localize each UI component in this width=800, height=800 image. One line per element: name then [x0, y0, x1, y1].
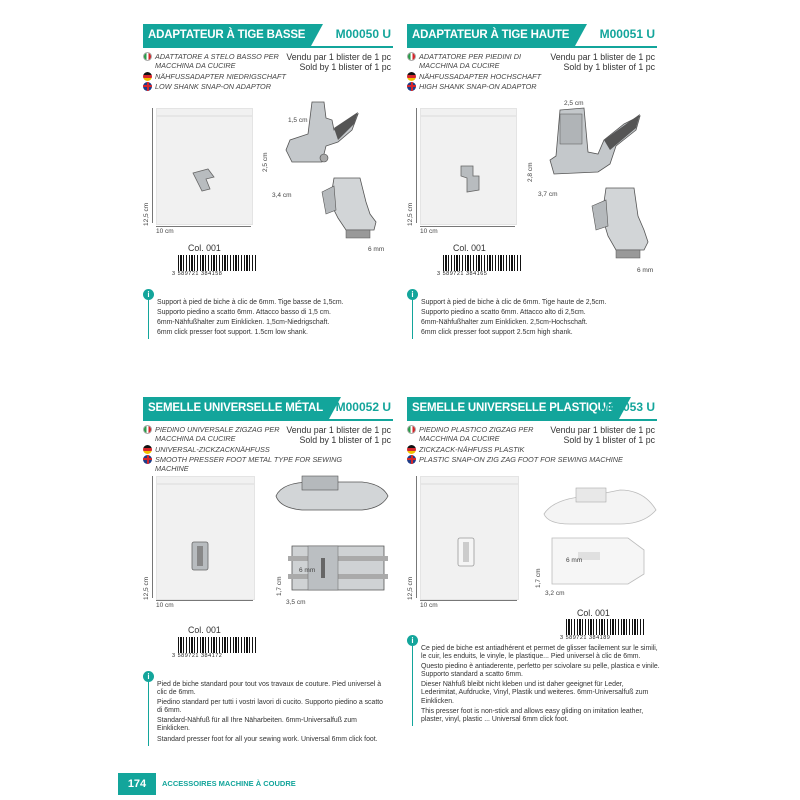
- product-header: [143, 397, 393, 421]
- plastic-foot-side-image: [540, 484, 660, 530]
- germany-flag-icon: [143, 445, 152, 454]
- blister-bag: [156, 476, 255, 600]
- product-description: [412, 645, 661, 726]
- dim-label: 3,5 cm: [286, 599, 306, 606]
- presser-foot-image: [586, 184, 656, 264]
- desc-it: Supporto piedino a scatto 6mm. Attacco basso di 1,5 cm.: [157, 309, 331, 317]
- desc-it: Questo piedino è antiaderente, perfetto per scivolare su pelle, plastica e vinile. Supporto standard a scatto 6mm.: [421, 663, 660, 679]
- bag-height: 12,5 cm: [407, 576, 414, 600]
- info-icon: i: [143, 671, 154, 682]
- desc-fr: Pied de biche standard pour tout vos travaux de couture. Pied universel à clic de 6mm.: [157, 681, 382, 697]
- lang-uk: SMOOTH PRESSER FOOT METAL TYPE FOR SEWING MACHINE: [155, 454, 343, 474]
- lang-it: PIEDINO PLASTICO ZIGZAG PER MACCHINA DA CUCIRE: [419, 425, 534, 444]
- lang-it: PIEDINO UNIVERSALE ZIGZAG PER MACCHINA DA CUCIRE: [155, 425, 280, 444]
- product-title: SEMELLE UNIVERSELLE MÉTAL: [143, 397, 329, 419]
- lang-uk: PLASTIC SNAP-ON ZIG ZAG FOOT FOR SEWING MACHINE: [419, 454, 623, 464]
- desc-fr: Support à pied de biche à clic de 6mm. Tige basse de 1,5cm.: [157, 299, 344, 306]
- dim-label: 6 mm: [299, 567, 316, 574]
- bag-width: 10 cm: [156, 602, 174, 609]
- bag-width: 10 cm: [420, 602, 438, 609]
- sold-info: [286, 52, 391, 72]
- dim-label: 1,5 cm: [288, 117, 308, 124]
- lang-de: NÄHFUSSADAPTER HOCHSCHAFT: [419, 71, 542, 81]
- barcode-number: 3 589721 384165: [437, 271, 488, 277]
- product-m00050: [143, 24, 393, 91]
- sold-en: Sold by 1 blister of 1 pc: [563, 62, 655, 72]
- info-icon: i: [143, 289, 154, 300]
- dim-label: 6 mm: [566, 557, 583, 564]
- dim-label: 1,7 cm: [535, 568, 542, 588]
- dim-label: 6 mm: [637, 267, 654, 274]
- product-m00053: [407, 397, 657, 464]
- product-header: [407, 397, 657, 421]
- product-ref: M00051 U: [599, 27, 655, 41]
- foot-in-bag-image: [455, 536, 477, 570]
- plastic-foot-bottom-image: [548, 534, 648, 586]
- dim-label: 3,4 cm: [272, 192, 292, 199]
- low-shank-adaptor-image: [272, 100, 362, 180]
- product-title: ADAPTATEUR À TIGE BASSE: [143, 24, 311, 46]
- sold-fr: Vendu par 1 blister de 1 pc: [286, 52, 391, 62]
- sold-info: [286, 425, 391, 445]
- germany-flag-icon: [143, 72, 152, 81]
- lang-de: NÄHFUSSADAPTER NIEDRIGSCHAFT: [155, 71, 286, 81]
- info-icon: i: [407, 289, 418, 300]
- sold-fr: Vendu par 1 blister de 1 pc: [550, 52, 655, 62]
- adaptor-in-bag-image: [455, 162, 485, 196]
- sold-en: Sold by 1 blister of 1 pc: [563, 435, 655, 445]
- uk-flag-icon: [407, 455, 416, 464]
- sold-fr: Vendu par 1 blister de 1 pc: [286, 425, 391, 435]
- uk-flag-icon: [407, 82, 416, 91]
- foot-in-bag-image: [189, 540, 211, 574]
- product-ref: M00053 U: [599, 400, 655, 414]
- product-ref: M00050 U: [335, 27, 391, 41]
- barcode: [178, 637, 256, 653]
- desc-fr: Ce pied de biche est antiadhérent et permet de glisser facilement sur le simili, le cuir, les enduits, le vinyle, le plastique... Pied universel à clic de 6mm.: [421, 645, 658, 661]
- desc-en: 6mm click presser foot support 2.5cm high shank.: [421, 329, 573, 337]
- color-ref: Col. 001: [577, 608, 610, 618]
- italy-flag-icon: [407, 425, 416, 434]
- product-description: [148, 299, 389, 339]
- germany-flag-icon: [407, 72, 416, 81]
- dim-label: 3,7 cm: [538, 191, 558, 198]
- dim-label: 3,2 cm: [545, 590, 565, 597]
- sold-en: Sold by 1 blister of 1 pc: [299, 62, 391, 72]
- product-header: [143, 24, 393, 48]
- color-ref: Col. 001: [188, 243, 221, 253]
- product-title: ADAPTATEUR À TIGE HAUTE: [407, 24, 575, 46]
- lang-it: ADATTATORE A STELO BASSO PER MACCHINA DA CUCIRE: [155, 52, 279, 71]
- dim-label: 2,5 cm: [262, 152, 269, 172]
- barcode-number: 3 589721 384172: [172, 653, 223, 659]
- high-shank-adaptor-image: [540, 100, 650, 190]
- bag-height: 12,5 cm: [143, 202, 150, 226]
- desc-en: This presser foot is non-stick and allows easy gliding on imitation leather, plaster, vinyl, plastic ... Universal 6mm click foot.: [421, 707, 644, 723]
- lang-de: ZICKZACK-NÄHFUSS PLASTIK: [419, 444, 525, 454]
- product-ref: M00052 U: [335, 400, 391, 414]
- product-description: [148, 681, 389, 746]
- sold-fr: Vendu par 1 blister de 1 pc: [550, 425, 655, 435]
- page-number: 174: [118, 773, 156, 795]
- bag-width: 10 cm: [420, 228, 438, 235]
- lang-uk: LOW SHANK SNAP-ON ADAPTOR: [155, 81, 271, 91]
- bag-width: 10 cm: [156, 228, 174, 235]
- desc-de: Standard-Nähfuß für all Ihre Näharbeiten. 6mm-Universalfuß zum Einklicken.: [157, 717, 357, 733]
- sold-info: [550, 425, 655, 445]
- desc-en: Standard presser foot for all your sewing work. Universal 6mm click foot.: [157, 735, 378, 743]
- bag-height: 12,5 cm: [407, 202, 414, 226]
- product-m00052: [143, 397, 393, 474]
- uk-flag-icon: [143, 455, 152, 464]
- desc-en: 6mm click presser foot support. 1.5cm low shank.: [157, 329, 308, 337]
- lang-it: ADATTATORE PER PIEDINI DI MACCHINA DA CUCIRE: [419, 52, 522, 71]
- lang-uk: HIGH SHANK SNAP-ON ADAPTOR: [419, 81, 537, 91]
- desc-de: Dieser Nähfuß bleibt nicht kleben und ist daher geeignet für Leder, Lederimitat, Aufdrucke, Vinyl, Plastik und weiteres. 6mm-Universalfuß zum Einklicken.: [421, 681, 649, 705]
- footer-section: ACCESSOIRES MACHINE À COUDRE: [162, 779, 296, 788]
- barcode: [178, 255, 256, 271]
- italy-flag-icon: [143, 52, 152, 61]
- presser-foot-image: [316, 172, 386, 244]
- italy-flag-icon: [407, 52, 416, 61]
- language-list: [143, 52, 293, 92]
- germany-flag-icon: [407, 445, 416, 454]
- info-icon: i: [407, 635, 418, 646]
- desc-de: 6mm-Nähfußhalter zum Einklicken. 2,5cm-Hochschaft.: [421, 319, 588, 327]
- product-description: [412, 299, 653, 339]
- metal-foot-side-image: [272, 474, 392, 524]
- dim-label: 6 mm: [368, 246, 385, 253]
- product-title: SEMELLE UNIVERSELLE PLASTIQUE: [407, 397, 619, 419]
- desc-fr: Support à pied de biche à clic de 6mm. Tige haute de 2,5cm.: [421, 299, 607, 306]
- italy-flag-icon: [143, 425, 152, 434]
- barcode-number: 3 589721 384189: [560, 635, 611, 641]
- color-ref: Col. 001: [453, 243, 486, 253]
- sold-info: [550, 52, 655, 72]
- uk-flag-icon: [143, 82, 152, 91]
- barcode: [443, 255, 521, 271]
- language-list: [407, 52, 557, 92]
- bag-height: 12,5 cm: [143, 576, 150, 600]
- desc-de: 6mm-Nähfußhalter zum Einklicken. 1,5cm-Niedrigschaft.: [157, 319, 330, 327]
- dim-label: 2,5 cm: [564, 100, 584, 107]
- desc-it: Piedino standard per tutti i vostri lavori di cucito. Supporto piedino a scatto di 6mm.: [157, 699, 383, 715]
- desc-it: Supporto piedino a scatto 6mm. Attacco alto di 2,5cm.: [421, 309, 586, 317]
- barcode: [566, 619, 644, 635]
- dim-label: 2,8 cm: [527, 162, 534, 182]
- lang-de: UNIVERSAL-ZICKZACKNÄHFUSS: [155, 444, 270, 454]
- product-header: [407, 24, 657, 48]
- sold-en: Sold by 1 blister of 1 pc: [299, 435, 391, 445]
- color-ref: Col. 001: [188, 625, 221, 635]
- barcode-number: 3 589721 384158: [172, 271, 223, 277]
- dim-label: 1,7 cm: [276, 576, 283, 596]
- product-m00051: [407, 24, 657, 91]
- adaptor-in-bag-image: [188, 165, 218, 195]
